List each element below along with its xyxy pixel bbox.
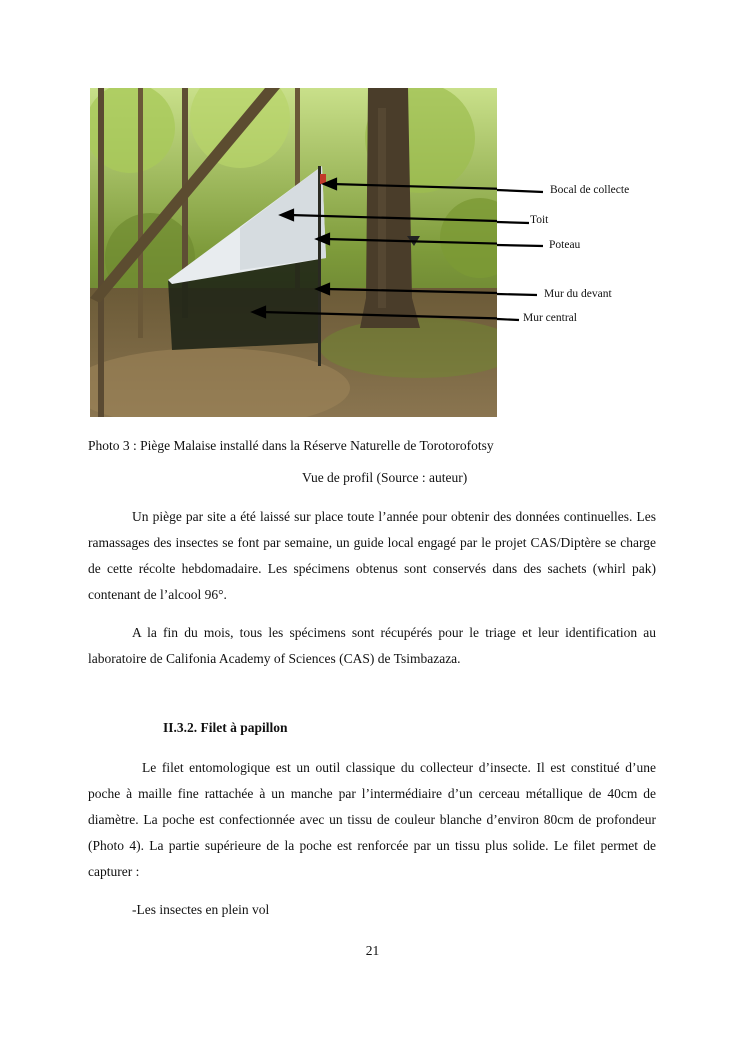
paragraph-3-text: Le filet entomologique est un outil classique du collecteur d’insecte. Il est constitué d’une poche à maille fine rattachée à un manche par l’intermédiaire d’un cerceau métallique de 40cm de diamètre. La poche est confectionnée avec un tissu de couleur blanche d’environ 80cm de profondeur (Photo 4). La partie supérieure de la poche est renforcée par un tissu plus solide. Le filet permet de capturer : bbox=[88, 760, 656, 879]
figure-caption: Photo 3 : Piège Malaise installé dans la Réserve Naturelle de Torotorofotsy bbox=[88, 438, 494, 453]
paragraph-3 bbox=[88, 755, 656, 885]
annotation-arrow-lines bbox=[497, 180, 567, 330]
paragraph-1-text: Un piège par site a été laissé sur place toute l’année pour obtenir des données continuelles. Les ramassages des insectes se font par semaine, un guide local engagé par le projet CAS/Diptère se charge de cette récolte hebdomadaire. Les spécimens obtenus sont conservés dans des sachets (whirl pak) contenant de l’alcool 96°. bbox=[88, 509, 656, 602]
arrow-line-poteau bbox=[497, 245, 543, 246]
arrow-line-bocal bbox=[497, 190, 543, 192]
label-poteau: Poteau bbox=[549, 239, 581, 251]
page-number: 21 bbox=[365, 943, 380, 958]
label-mur-central: Mur central bbox=[523, 312, 577, 324]
list-item: -Les insectes en plein vol bbox=[132, 902, 270, 917]
arrow-line-mur-central bbox=[497, 319, 519, 320]
paragraph-1 bbox=[88, 504, 656, 608]
paragraph-2-text: A la fin du mois, tous les spécimens sont récupérés pour le triage et leur identification au laboratoire de Califonia Academy of Sciences (CAS) de Tsimbazaza. bbox=[88, 625, 656, 666]
malaise-trap-photo bbox=[90, 88, 497, 417]
section-heading: II.3.2. Filet à papillon bbox=[163, 720, 288, 735]
label-toit: Toit bbox=[530, 214, 549, 226]
figure-caption-source: Vue de profil (Source : auteur) bbox=[302, 470, 468, 485]
arrow-line-toit bbox=[497, 222, 529, 223]
paragraph-2 bbox=[88, 620, 656, 672]
forest-scene bbox=[90, 88, 497, 417]
label-mur-du-devant: Mur du devant bbox=[544, 288, 612, 300]
arrow-line-mur-devant bbox=[497, 294, 537, 295]
label-bocal-de-collecte: Bocal de collecte bbox=[550, 184, 630, 196]
